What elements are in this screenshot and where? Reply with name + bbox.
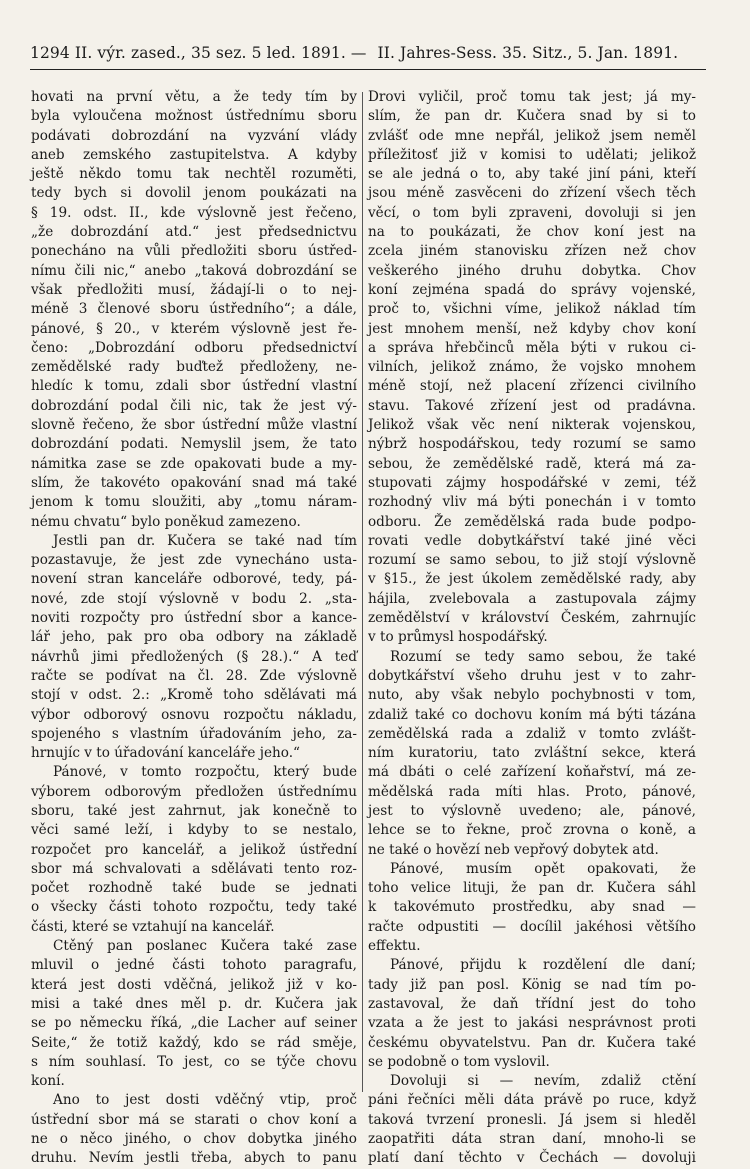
text-line: čeno: „Dobrozdání odboru předsednictví bbox=[31, 339, 357, 356]
text-line: sboru, také jest zahrnut, jak konečně to bbox=[31, 802, 357, 819]
text-line: ústřední sbor má se starati o chov koní a bbox=[31, 1111, 357, 1128]
text-line: hledíc k tomu, zdali sbor ústřední vlastní bbox=[31, 378, 357, 395]
text-line: v to průmysl hospodářský. bbox=[368, 629, 548, 646]
text-line: tady již pan posl. König se nad tím po- bbox=[368, 976, 696, 993]
text-line: ponecháno na vůli předložiti sboru ústřed- bbox=[31, 243, 357, 260]
text-line: § 19. odst. II., kde výslovně jest řečeno, bbox=[31, 204, 357, 221]
page-header bbox=[30, 44, 706, 68]
text-line: Dovoluji si — nevím, zdaliž ctění bbox=[390, 1073, 696, 1090]
text-line: zvlášť ode mne nepřál, jelikož jsem neměl bbox=[368, 127, 696, 144]
text-line: rozpočet pro kancelář, a jelikož ústřední bbox=[31, 841, 357, 858]
text-line: hrnujíc v to úřadování kanceláře jeho.“ bbox=[31, 745, 300, 762]
text-line: českému obyvatelstvu. Pan dr. Kučera také bbox=[368, 1034, 696, 1051]
text-line: slovně řečeno, že sbor ústřední může vlastní bbox=[31, 417, 357, 434]
text-line: Rozumí se tedy samo sebou, že také bbox=[390, 648, 696, 665]
text-line: Pánové, přijdu k rozdělení dle daní; bbox=[390, 957, 696, 974]
text-line: slím, že takovéto opakování snad má také bbox=[31, 474, 357, 491]
text-line: výborem odborovým předložen ústřednímu bbox=[31, 783, 357, 800]
text-line: lář jeho, pak pro oba odbory na základě bbox=[31, 629, 357, 646]
text-line: račte se podívat na čl. 28. Zde výslovně bbox=[31, 667, 357, 684]
text-line: slím, že pan dr. Kučera snad by si to bbox=[368, 108, 696, 125]
text-line: jest mnohem menší, než kdyby chov koní bbox=[368, 320, 696, 337]
text-line: jest to výslovně uvedeno; ale, pánové, bbox=[368, 802, 696, 819]
text-line: mluvil o jedné části tohoto paragrafu, bbox=[31, 957, 357, 974]
text-line: ne o něco jiného, o chov dobytka jiného bbox=[31, 1131, 357, 1148]
text-line: ne také o hovězí neb vepřový dobytek atd. bbox=[368, 841, 659, 858]
text-line: „že dobrozdání atd.“ jest předsednictvu bbox=[31, 224, 357, 241]
text-line: nuto, aby však nebylo pochybnosti v tom, bbox=[368, 687, 696, 704]
text-line: lehce se to řekne, proč zrovna o koně, a bbox=[368, 822, 696, 839]
text-line: však předložiti musí, žádají-li o to nej- bbox=[31, 281, 357, 298]
header-rule bbox=[30, 69, 706, 70]
text-line: dobrozdání podal čili nic, tak že jest vý- bbox=[31, 397, 357, 414]
text-line: dobytkářství všeho druhu jest v to zahr- bbox=[368, 667, 696, 684]
text-line: na to poukázati, že chov koní jest na bbox=[368, 224, 696, 241]
text-line: stojí v odst. 2.: „Kromě toho sdělávati má bbox=[31, 687, 357, 704]
text-line: části, které se vztahují na kancelář. bbox=[31, 918, 275, 935]
text-line: nýbrž hospodářskou, tedy rozumí se samo bbox=[368, 436, 696, 453]
text-line: věcí, o tom byli zpraveni, dovoluji si jen bbox=[368, 204, 696, 221]
text-line: platí daní těchto v Čechách — dovoluji bbox=[368, 1150, 696, 1167]
text-line: pánové, § 20., v kterém výslovně jest ře- bbox=[31, 320, 357, 337]
text-line: zastavoval, že daň třídní jest do toho bbox=[368, 995, 696, 1012]
text-line: s ním souhlasí. To jest, co se týče chovu bbox=[31, 1053, 357, 1070]
text-line: račte odpustiti — docílil jakéhosi většího bbox=[368, 918, 696, 935]
text-line: zcela jiném stanovisku zřízen než chov bbox=[368, 243, 696, 260]
text-line: jsou méně zasvěceni do zřízení všech těch bbox=[368, 185, 696, 202]
text-line: rozhodný vliv má býti ponechán i v tomto bbox=[368, 494, 696, 511]
text-line: zemědělská rada a zdaliž v tomto zvlášt- bbox=[368, 725, 696, 742]
text-line: Jestli pan dr. Kučera se také nad tím bbox=[53, 532, 357, 549]
text-line: se ale jedná o to, aby také jiní páni, kteří bbox=[368, 166, 696, 183]
text-line: se po německu říká, „die Lacher auf seiner bbox=[31, 1015, 357, 1032]
column-divider bbox=[362, 92, 363, 1092]
text-line: noviti rozpočty pro ústřední sbor a kance- bbox=[31, 610, 357, 627]
text-line: effektu. bbox=[368, 938, 421, 955]
left-column bbox=[31, 88, 357, 1167]
header-czech: 1294 II. výr. zased., 35 sez. 5 led. 1891. — bbox=[30, 44, 367, 62]
text-line: návrhů jimi předložených (§ 28.).“ A teď bbox=[31, 648, 357, 665]
text-line: misi a také dnes měl p. dr. Kučera jak bbox=[31, 995, 357, 1012]
text-line: dobrozdání podati. Nemyslil jsem, že tato bbox=[31, 436, 357, 453]
text-line: zemědělství v království Českém, zahrnujíc bbox=[368, 610, 696, 627]
text-line: veškerého jiného druhu dobytka. Chov bbox=[368, 262, 696, 279]
text-line: toho velice lituji, že pan dr. Kučera sáhl bbox=[368, 880, 696, 897]
text-line: Seite,“ že totiž každý, kdo se rád směje, bbox=[31, 1034, 357, 1051]
text-line: věci samé leží, i kdyby to se nestalo, bbox=[31, 822, 357, 839]
text-line: zaopatřiti dáta stran daní, mnoho-li se bbox=[368, 1131, 696, 1148]
text-line: mědělská rada míti hlas. Proto, pánové, bbox=[368, 783, 696, 800]
text-line: která jest dosti vděčná, jelikož již v ko- bbox=[31, 976, 357, 993]
text-line: koní zejména spadá do správy vojenské, bbox=[368, 281, 696, 298]
text-line: Pánové, musím opět opakovati, že bbox=[390, 860, 696, 877]
text-line: hájila, zvelebovala a zastupovala zájmy bbox=[368, 590, 696, 607]
text-line: proč to, všichni víme, jelikož náklad tím bbox=[368, 301, 696, 318]
text-line: k takovémuto prostředku, aby snad — bbox=[368, 899, 696, 916]
text-line: druhu. Nevím jestli třeba, abych to panu bbox=[31, 1150, 357, 1167]
text-line: ještě někdo tomu tak nechtěl rozuměti, bbox=[31, 166, 357, 183]
text-line: koní. bbox=[31, 1073, 65, 1090]
text-line: má dbáti o celé zařízení koňařství, má ze- bbox=[368, 764, 696, 781]
text-line: rozumí se samo sebou, to již stojí výslovně bbox=[368, 552, 696, 569]
text-line: taková tvrzení pronesli. Já jsem si hleděl bbox=[368, 1111, 696, 1128]
text-line: podávati dobrozdání na vyzvání vlády bbox=[31, 127, 357, 144]
text-line: se podobně o tom vyslovil. bbox=[368, 1053, 550, 1070]
text-line: hovati na první větu, a že tedy tím by bbox=[31, 89, 357, 105]
text-line: tedy bych si dovolil jenom poukázati na bbox=[31, 185, 357, 202]
text-line: příležitosť již v komisi to udělati; jelikož bbox=[368, 146, 696, 163]
text-line: byla vyloučena možnost ústřednímu sboru bbox=[31, 108, 357, 125]
text-line: Pánové, v tomto rozpočtu, který bude bbox=[53, 764, 357, 781]
text-line: Drovi vyličil, proč tomu tak jest; já my- bbox=[368, 89, 696, 105]
text-line: stupovati zájmy hospodářské v zemi, též bbox=[368, 474, 696, 491]
text-line: Jelikož však věc není nikterak vojenskou, bbox=[368, 417, 696, 434]
text-line: v §15., že jest úkolem zemědělské rady, aby bbox=[368, 571, 696, 588]
text-line: méně stojí, než placení zřízenci civilního bbox=[368, 378, 696, 395]
text-line: jenom k tomu sloužiti, aby „tomu náram- bbox=[31, 494, 357, 511]
text-line: a správa hřebčinců měla býti v rukou ci- bbox=[368, 339, 696, 356]
text-line: nímu čili nic,“ anebo „taková dobrozdání se bbox=[31, 262, 357, 279]
text-line: počet rozhodně také bude se jednati bbox=[31, 880, 357, 897]
text-line: odboru. Že zemědělská rada bude podpo- bbox=[368, 513, 696, 530]
text-line: nové, zde stojí výslovně v bodu 2. „sta- bbox=[31, 590, 357, 607]
right-column bbox=[368, 88, 696, 1167]
text-line: stavu. Takové zřízení jest od pradávna. bbox=[368, 397, 696, 414]
text-line: sebou, že zemědělské radě, která má za- bbox=[368, 455, 696, 472]
text-line: ním kuratoriu, tato zvláštní sekce, která bbox=[368, 745, 696, 762]
text-line: Ctěný pan poslanec Kučera také zase bbox=[53, 938, 357, 955]
text-line: aneb zemského zastupitelstva. A kdyby bbox=[31, 146, 357, 163]
text-line: páni řečníci měli dáta právě po ruce, když bbox=[368, 1092, 696, 1109]
text-line: o všecky části tohoto rozpočtu, tedy také bbox=[31, 899, 357, 916]
text-line: novení stran kanceláře odborové, tedy, pá- bbox=[31, 571, 357, 588]
text-line: pozastavuje, že jest zde vynecháno usta- bbox=[31, 552, 357, 569]
text-line: Ano to jest dosti vděčný vtip, proč bbox=[53, 1092, 357, 1109]
text-line: námitka zase se zde opakovati bude a my- bbox=[31, 455, 357, 472]
text-line: vzata a že jest to jakási nesprávnost proti bbox=[368, 1015, 696, 1032]
text-line: sbor má schvalovati a sdělávati tento roz- bbox=[31, 860, 357, 877]
text-line: výbor odborový osnovu rozpočtu nákladu, bbox=[31, 706, 357, 723]
text-line: zemědělské rady buďtež předloženy, ne- bbox=[31, 359, 357, 376]
text-line: spojeného s vlastním úřadováním jeho, za- bbox=[31, 725, 357, 742]
header-german: II. Jahres-Sess. 35. Sitz., 5. Jan. 1891. bbox=[377, 44, 679, 62]
text-line: rovati vedle dobytkářství také jiné věci bbox=[368, 532, 696, 549]
text-line: méně 3 členové sboru ústředního“; a dále, bbox=[31, 301, 357, 318]
text-line: zdaliž také co dochovu koním má býti tázána bbox=[368, 706, 696, 723]
text-line: nému chvatu“ bylo poněkud zamezeno. bbox=[31, 513, 301, 530]
text-line: vilních, jelikož známo, že vojsko mnohem bbox=[368, 359, 696, 376]
